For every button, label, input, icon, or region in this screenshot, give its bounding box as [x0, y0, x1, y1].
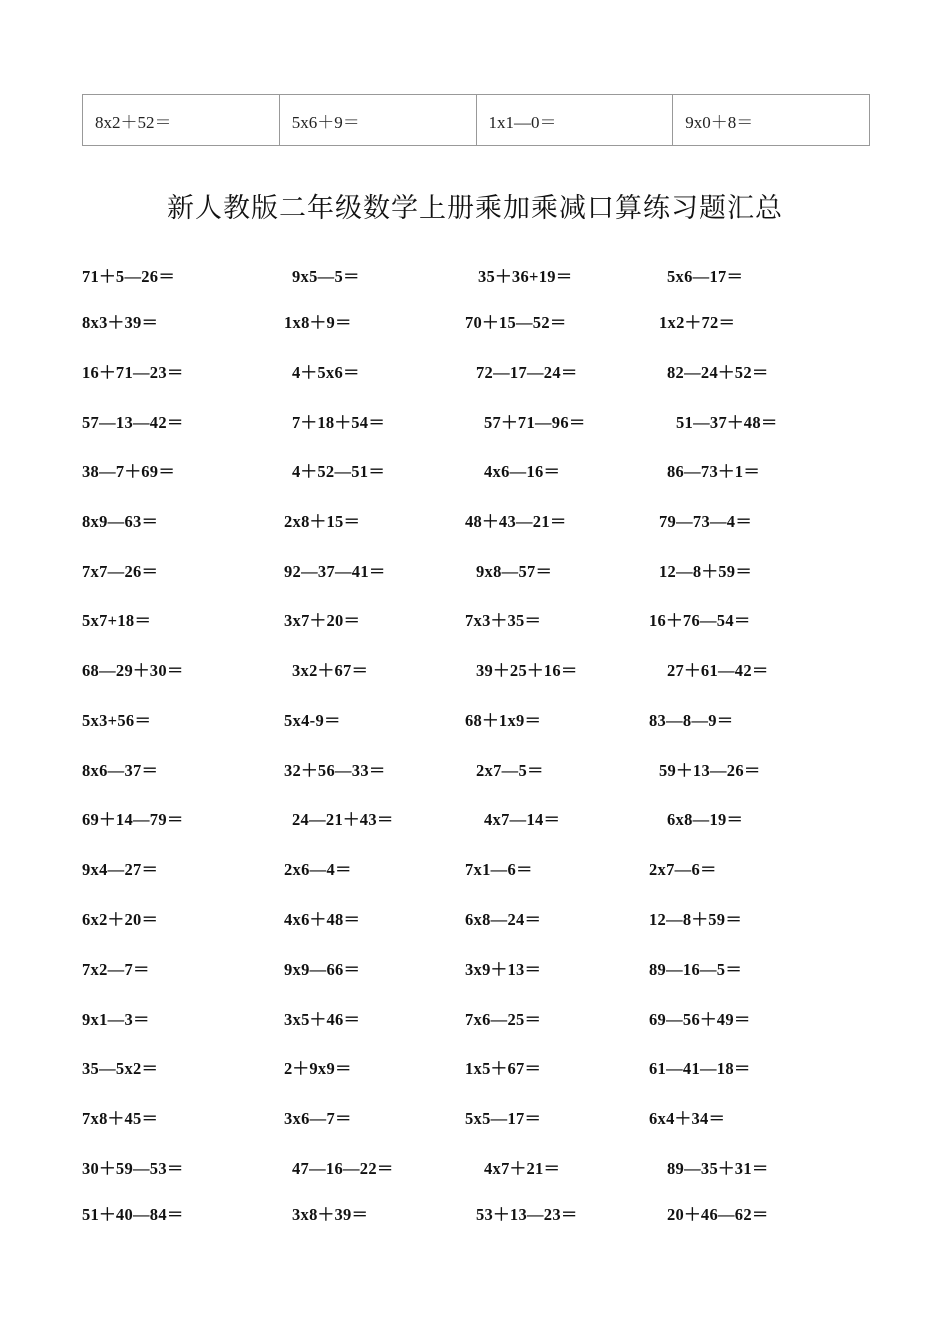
- math-problem: 1x8＋9＝: [284, 313, 352, 332]
- math-problem: 3x8＋39＝: [292, 1205, 369, 1224]
- math-problem: 9x4—27＝: [82, 860, 159, 879]
- math-problem: 1x5＋67＝: [465, 1059, 542, 1078]
- math-problem: 48＋43—21＝: [465, 512, 567, 531]
- math-problem: 39＋25＋16＝: [476, 661, 578, 680]
- math-problem: 6x2＋20＝: [82, 910, 159, 929]
- math-problem: 68＋1x9＝: [465, 711, 542, 730]
- math-problem: 30＋59—53＝: [82, 1159, 184, 1178]
- math-problem: 5x3+56＝: [82, 711, 152, 730]
- math-problem: 7x2—7＝: [82, 960, 150, 979]
- math-problem: 89—35＋31＝: [667, 1159, 769, 1178]
- math-problem: 4x7—14＝: [484, 810, 561, 829]
- page-title: 新人教版二年级数学上册乘加乘减口算练习题汇总: [167, 193, 783, 224]
- math-problem: 2x7—6＝: [649, 860, 717, 879]
- math-problem: 8x3＋39＝: [82, 313, 159, 332]
- math-problem: 5x4-9＝: [284, 711, 341, 730]
- math-problem: 71＋5—26＝: [82, 267, 176, 286]
- math-problem: 5x6—17＝: [667, 267, 744, 286]
- math-problem: 7x8＋45＝: [82, 1109, 159, 1128]
- math-problem: 9x9—66＝: [284, 960, 361, 979]
- math-problem: 4＋5x6＝: [292, 363, 360, 382]
- math-problem: 5x7+18＝: [82, 611, 152, 630]
- math-problem: 57＋71—96＝: [484, 413, 586, 432]
- math-problem: 35—5x2＝: [82, 1059, 159, 1078]
- math-problem: 61—41—18＝: [649, 1059, 751, 1078]
- math-problem: 4x6—16＝: [484, 462, 561, 481]
- math-problem: 7x3＋35＝: [465, 611, 542, 630]
- math-problem: 3x9＋13＝: [465, 960, 542, 979]
- math-problem: 82—24＋52＝: [667, 363, 769, 382]
- math-problem: 7x7—26＝: [82, 562, 159, 581]
- math-problem: 6x8—24＝: [465, 910, 542, 929]
- math-problem: 72—17—24＝: [476, 363, 578, 382]
- table-row: [83, 95, 870, 146]
- math-problem: 9x1—3＝: [82, 1010, 150, 1029]
- math-problem: 53＋13—23＝: [476, 1205, 578, 1224]
- math-problem: 69＋14—79＝: [82, 810, 184, 829]
- math-problem: 3x7＋20＝: [284, 611, 361, 630]
- math-problem: 16＋71—23＝: [82, 363, 184, 382]
- math-problem: 16＋76—54＝: [649, 611, 751, 630]
- math-problem: 51—37＋48＝: [676, 413, 778, 432]
- math-problem: 24—21＋43＝: [292, 810, 394, 829]
- math-problem: 6x8—19＝: [667, 810, 744, 829]
- math-problem: 7x1—6＝: [465, 860, 533, 879]
- math-problem: 35＋36+19＝: [478, 267, 573, 286]
- math-problem: 3x2＋67＝: [292, 661, 369, 680]
- math-problem: 9x8—57＝: [476, 562, 553, 581]
- math-problem: 38—7＋69＝: [82, 462, 176, 481]
- math-problem: 4＋52—51＝: [292, 462, 386, 481]
- table-cell: 1x1—0＝: [476, 95, 673, 146]
- math-problem: 6x4＋34＝: [649, 1109, 726, 1128]
- math-problem: 89—16—5＝: [649, 960, 743, 979]
- math-problem: 2＋9x9＝: [284, 1059, 352, 1078]
- math-problem: 4x7＋21＝: [484, 1159, 561, 1178]
- math-problem: 59＋13—26＝: [659, 761, 761, 780]
- math-problem: 2x8＋15＝: [284, 512, 361, 531]
- math-problem: 57—13—42＝: [82, 413, 184, 432]
- math-problem: 32＋56—33＝: [284, 761, 386, 780]
- table-cell: 5x6＋9＝: [279, 95, 476, 146]
- math-problem: 2x6—4＝: [284, 860, 352, 879]
- math-problem: 1x2＋72＝: [659, 313, 736, 332]
- math-problem: 20＋46—62＝: [667, 1205, 769, 1224]
- math-problem: 69—56＋49＝: [649, 1010, 751, 1029]
- math-problem: 7x6—25＝: [465, 1010, 542, 1029]
- math-problem: 83—8—9＝: [649, 711, 734, 730]
- math-problem: 12—8＋59＝: [649, 910, 743, 929]
- math-problem: 7＋18＋54＝: [292, 413, 386, 432]
- math-problem: 3x5＋46＝: [284, 1010, 361, 1029]
- math-problem: 9x5—5＝: [292, 267, 360, 286]
- math-problem: 2x7—5＝: [476, 761, 544, 780]
- math-problem: 3x6—7＝: [284, 1109, 352, 1128]
- math-problem: 79—73—4＝: [659, 512, 753, 531]
- math-problem: 92—37—41＝: [284, 562, 386, 581]
- math-problem: 5x5—17＝: [465, 1109, 542, 1128]
- math-problem: 4x6＋48＝: [284, 910, 361, 929]
- math-problem: 47—16—22＝: [292, 1159, 394, 1178]
- top-problem-table: [82, 94, 870, 146]
- math-problem: 27＋61—42＝: [667, 661, 769, 680]
- math-problem: 68—29＋30＝: [82, 661, 184, 680]
- math-problem: 86—73＋1＝: [667, 462, 761, 481]
- math-problem: 70＋15—52＝: [465, 313, 567, 332]
- math-problem: 8x6—37＝: [82, 761, 159, 780]
- table-cell: 8x2＋52＝: [83, 95, 280, 146]
- math-problem: 8x9—63＝: [82, 512, 159, 531]
- math-problem: 51＋40—84＝: [82, 1205, 184, 1224]
- math-problem: 12—8＋59＝: [659, 562, 753, 581]
- table-cell: 9x0＋8＝: [673, 95, 870, 146]
